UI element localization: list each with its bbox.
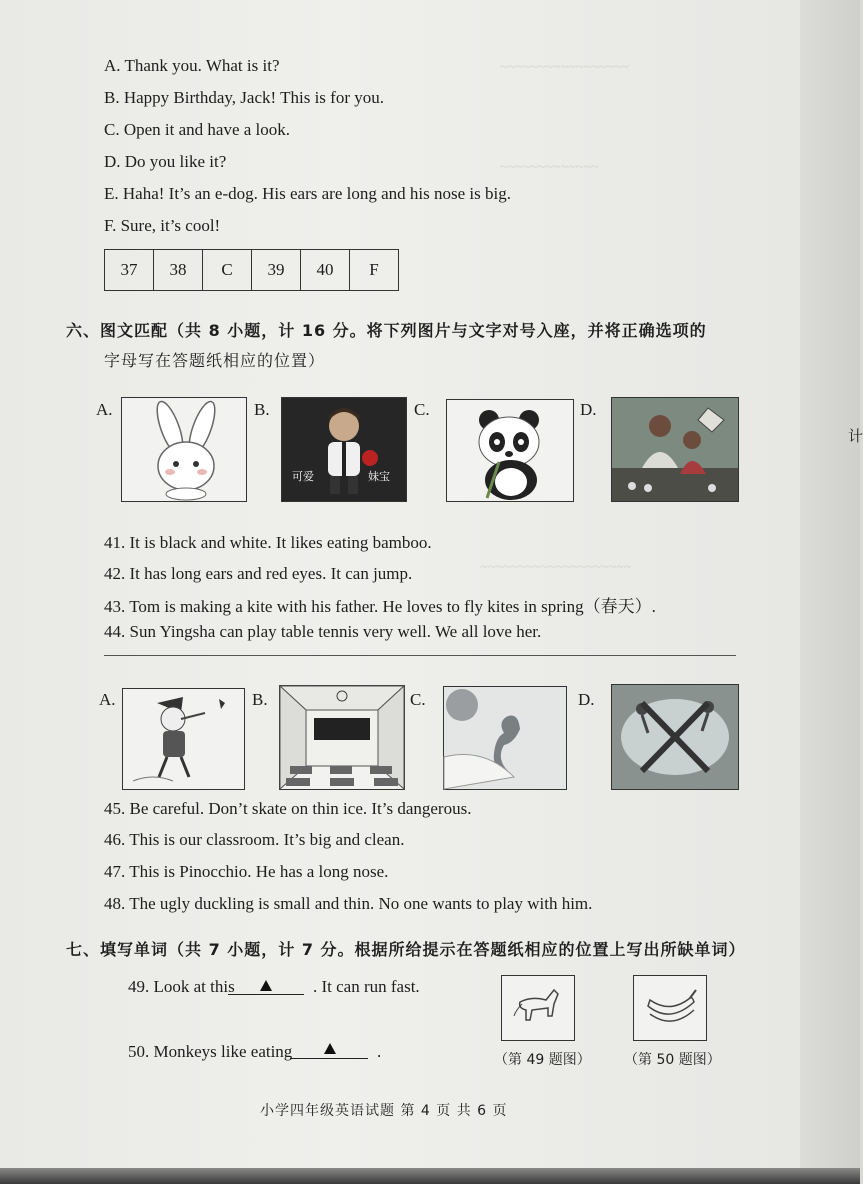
- ugly-duckling-picture: [443, 686, 567, 790]
- answer-cell: F: [350, 250, 399, 291]
- page-footer: 小学四年级英语试题 第 4 页 共 6 页: [260, 1103, 508, 1119]
- answer-table: [104, 249, 399, 291]
- question-49-end: . It can run fast.: [313, 977, 420, 996]
- question-50-end: .: [377, 1042, 382, 1061]
- bananas-picture: [633, 975, 707, 1041]
- caption-left: 可爱: [292, 470, 314, 483]
- triangle-icon: [324, 1043, 336, 1054]
- section6-title-cont: 字母写在答题纸相应的位置）: [104, 351, 326, 370]
- section7-title: 七、填写单词（共 7 小题，计 7 分。根据所给提示在答题纸相应的位置上写出所缺单词）: [66, 940, 746, 959]
- item-44: 44. Sun Yingsha can play table tennis very well. We all love her.: [104, 622, 542, 641]
- answer-cell: 39: [252, 250, 301, 291]
- rabbit-picture: [121, 397, 247, 502]
- option-a: A. Thank you. What is it?: [104, 56, 280, 75]
- hint-caption-49: （第 49 题图）: [494, 1052, 591, 1068]
- pinocchio-picture: [122, 688, 245, 790]
- pic-label-a: A.: [96, 400, 113, 419]
- question-49-start: 49. Look at this: [128, 977, 235, 996]
- classroom-picture: [279, 685, 405, 790]
- divider-line: [104, 655, 736, 656]
- option-f: F. Sure, it’s cool!: [104, 216, 221, 235]
- next-page-edge: [800, 0, 860, 1184]
- photo-bottom-edge: [0, 1168, 860, 1184]
- bleed-through: ~~~~~~~~~~~~~~~~~: [500, 60, 629, 75]
- question-50-start: 50. Monkeys like eating: [128, 1042, 293, 1061]
- panda-picture: [446, 399, 574, 502]
- caption-right: 妹宝: [368, 470, 390, 483]
- pic-label-b: B.: [254, 400, 270, 419]
- answer-cell: C: [203, 250, 252, 291]
- horse-picture: [501, 975, 575, 1041]
- pic-label-d: D.: [580, 400, 597, 419]
- answer-cell: 37: [105, 250, 154, 291]
- option-b: B. Happy Birthday, Jack! This is for you.: [104, 88, 384, 107]
- hint-caption-50: （第 50 题图）: [624, 1052, 721, 1068]
- father-and-son-kite-picture: [611, 397, 739, 502]
- item-41: 41. It is black and white. It likes eating bamboo.: [104, 533, 432, 552]
- item-47: 47. This is Pinocchio. He has a long nose.: [104, 862, 389, 881]
- pic-label-c2: C.: [410, 690, 426, 709]
- option-e: E. Haha! It’s an e-dog. His ears are long and his nose is big.: [104, 184, 511, 203]
- item-46: 46. This is our classroom. It’s big and clean.: [104, 830, 405, 849]
- no-skating-picture: [611, 684, 739, 790]
- item-48: 48. The ugly duckling is small and thin. No one wants to play with him.: [104, 894, 593, 913]
- edge-character: 计: [848, 427, 863, 445]
- pic-label-c: C.: [414, 400, 430, 419]
- pic-label-b2: B.: [252, 690, 268, 709]
- pic-label-a2: A.: [99, 690, 116, 709]
- pic-label-d2: D.: [578, 690, 595, 709]
- bleed-through: ~~~~~~~~~~~~~~~~~~~~: [480, 560, 632, 575]
- item-45: 45. Be careful. Don’t skate on thin ice. It’s dangerous.: [104, 799, 472, 818]
- section6-title: 六、图文匹配（共 8 小题，计 16 分。将下列图片与文字对号入座，并将正确选项的: [66, 321, 707, 340]
- table-tennis-player-picture: [281, 397, 407, 502]
- option-d: D. Do you like it?: [104, 152, 227, 171]
- item-42: 42. It has long ears and red eyes. It can jump.: [104, 564, 413, 583]
- triangle-icon: [260, 980, 272, 991]
- answer-cell: 40: [301, 250, 350, 291]
- option-c: C. Open it and have a look.: [104, 120, 291, 139]
- bleed-through: ~~~~~~~~~~~~~: [500, 160, 599, 175]
- answer-cell: 38: [154, 250, 203, 291]
- item-43: 43. Tom is making a kite with his father. He loves to fly kites in spring（春天）.: [104, 597, 656, 616]
